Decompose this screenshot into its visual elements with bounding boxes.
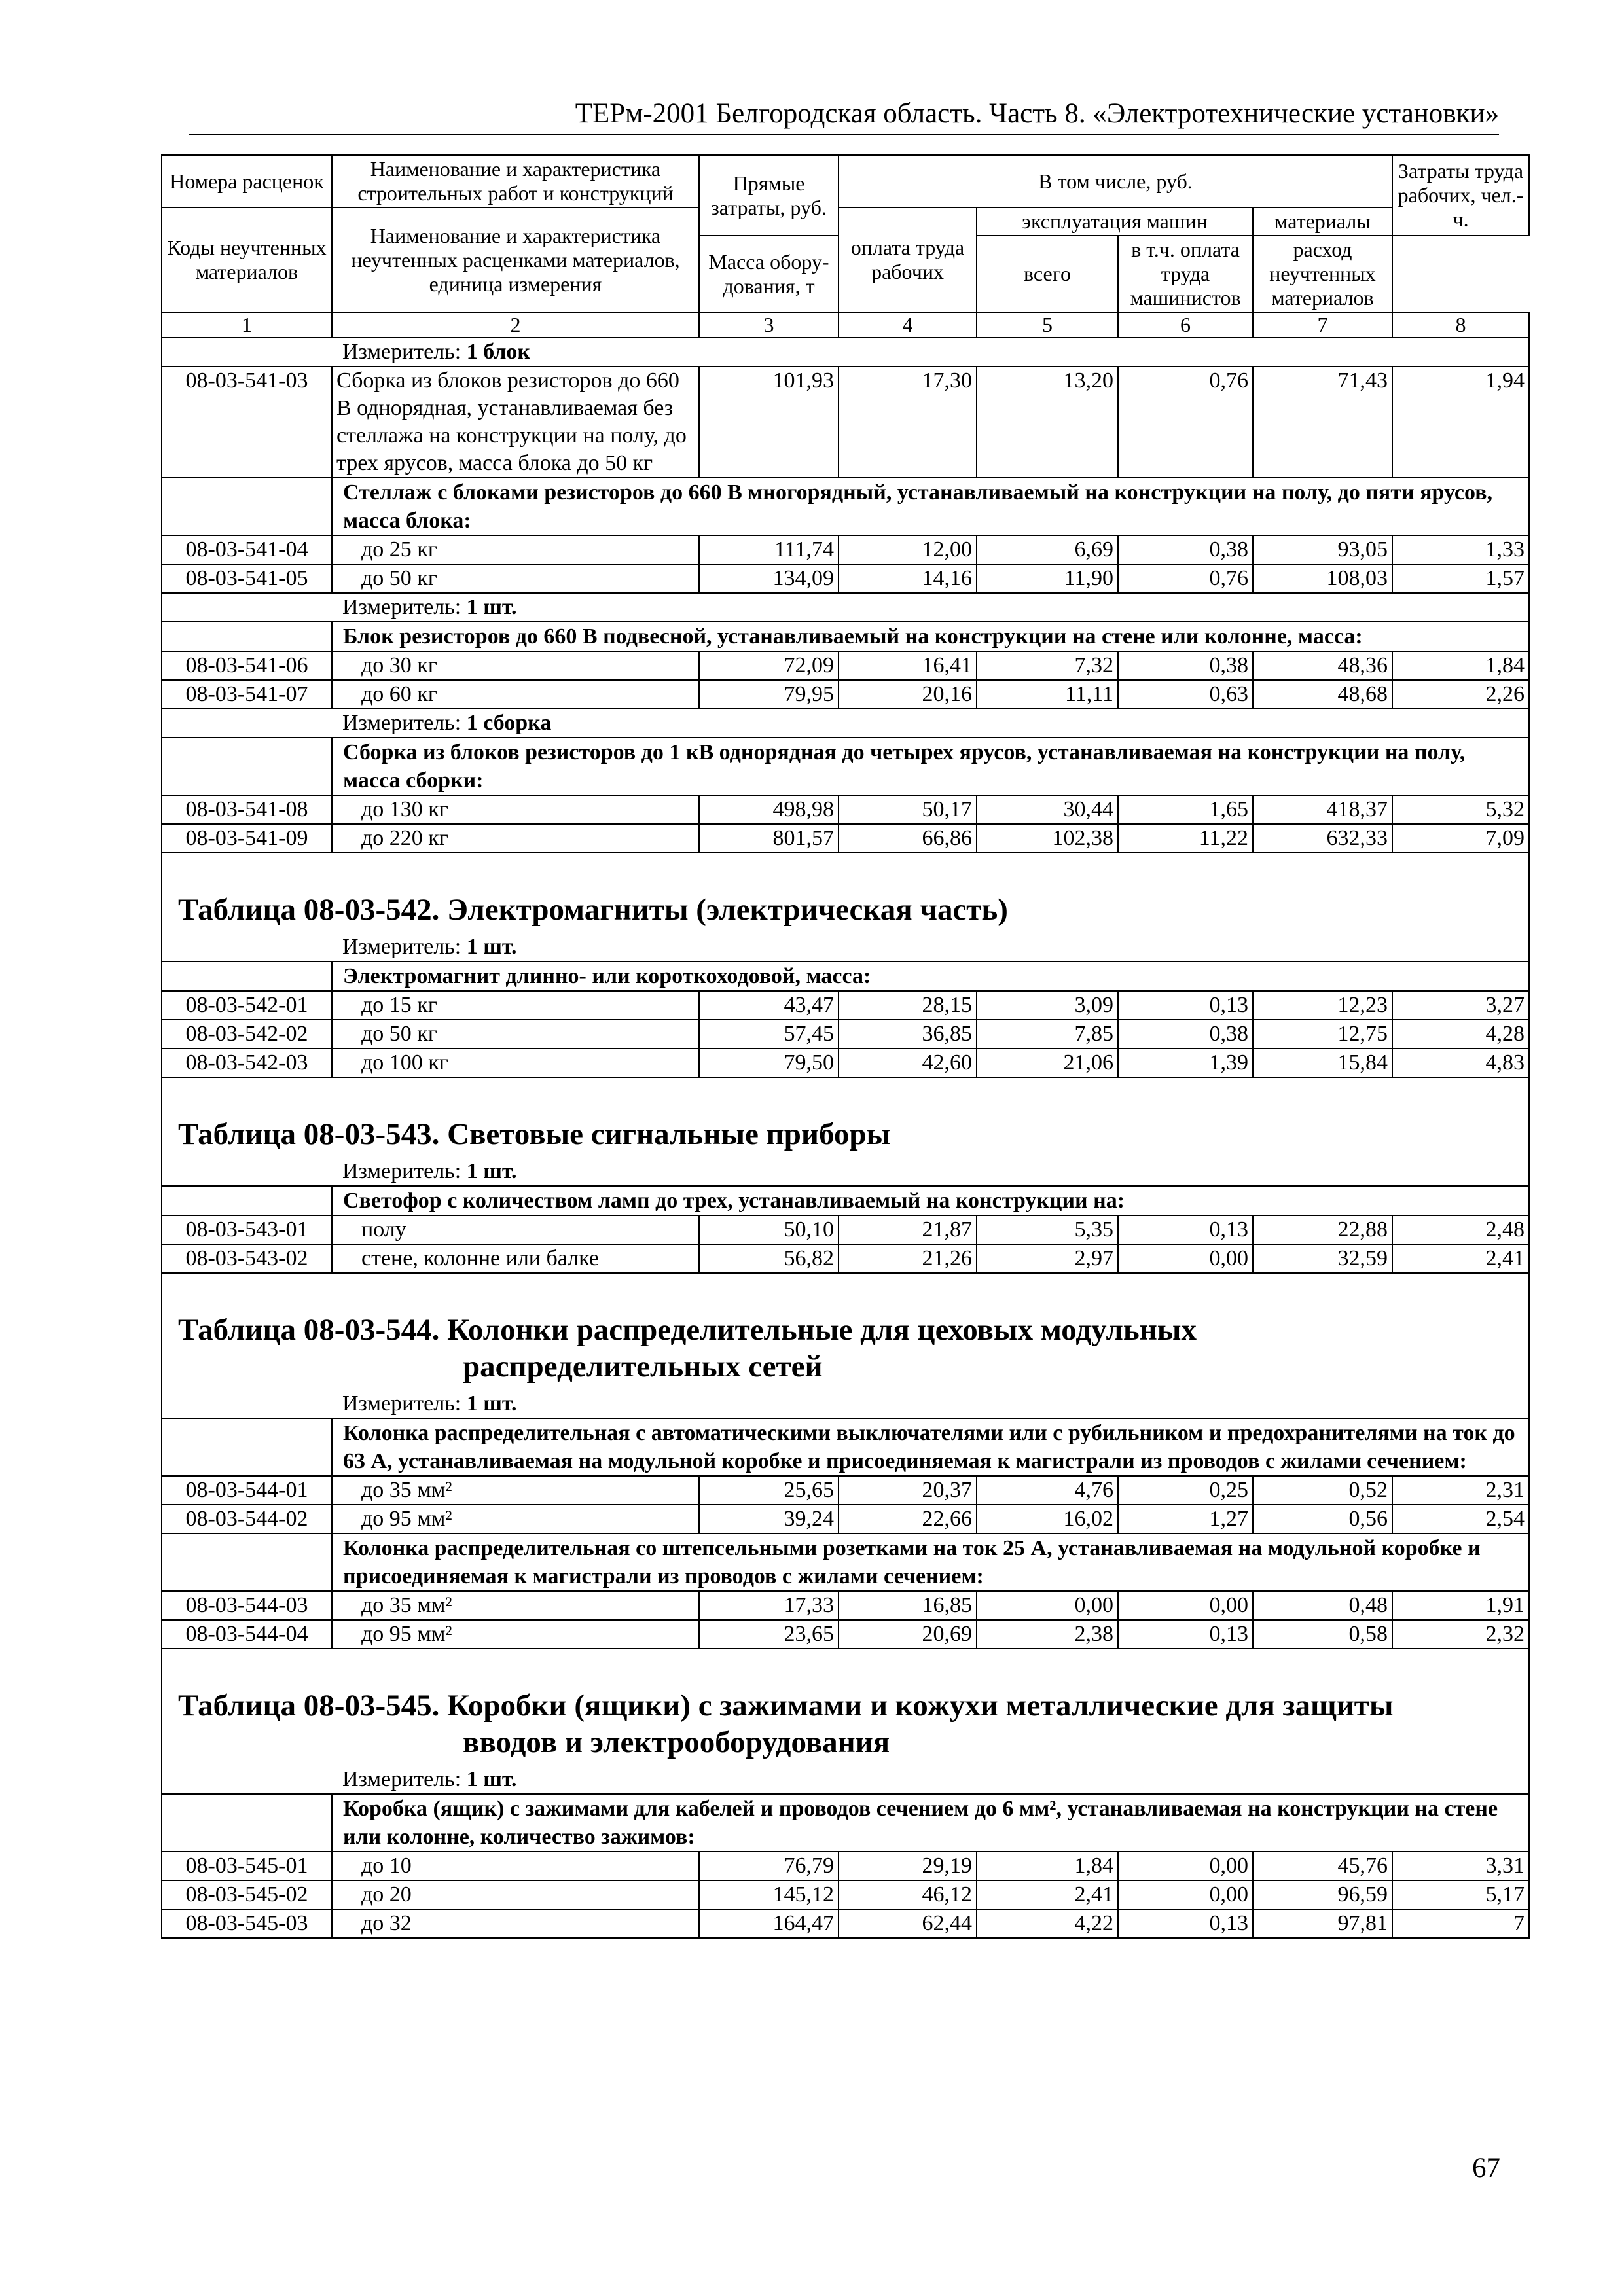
empty-cell	[162, 338, 332, 367]
header-incl: В том числе, руб.	[839, 155, 1392, 207]
empty-cell	[162, 933, 332, 961]
table-row	[162, 1852, 1529, 1880]
materials-cost: 32,59	[1253, 1244, 1392, 1273]
labor-hours: 1,84	[1392, 651, 1529, 680]
machinist-pay: 0,63	[1118, 680, 1253, 709]
group-row	[162, 478, 1529, 535]
labor-pay: 29,19	[839, 1852, 977, 1880]
empty-cell	[162, 1186, 332, 1215]
machinist-pay: 0,38	[1118, 1020, 1253, 1049]
labor-hours: 1,57	[1392, 564, 1529, 593]
measure-row	[162, 593, 1529, 622]
empty-cell	[162, 738, 332, 795]
labor-hours: 2,32	[1392, 1620, 1529, 1649]
direct-cost: 164,47	[699, 1909, 839, 1938]
work-name: Сборка из блоков резисторов до 660 В однорядная, устанавливаемая без стеллажа на конструкции на полу, до трех ярусов, масса блока до 50 кг	[332, 367, 699, 478]
table-row	[162, 1049, 1529, 1077]
measure-value: 1 сборка	[466, 711, 552, 735]
labor-pay: 42,60	[839, 1049, 977, 1077]
measure-unit	[332, 1158, 1529, 1186]
measure-unit	[332, 1766, 1529, 1794]
measure-value: 1 шт.	[466, 1391, 517, 1416]
text-part: распределительных сетей	[463, 1350, 823, 1384]
machines-total: 2,38	[977, 1620, 1118, 1649]
work-name: до 20	[332, 1880, 699, 1909]
table-row	[162, 367, 1529, 478]
group-heading: Колонка распределительная с автоматическими выключателями или с рубильником и предохранителями на ток до 63 А, устанавливаемая на модульной коробке и присоединяемая к магистрали из проводов с жилами сечением:	[332, 1418, 1529, 1476]
empty-cell	[162, 1534, 332, 1591]
machinist-pay: 0,00	[1118, 1591, 1253, 1620]
measure-value: 1 шт.	[466, 935, 517, 959]
table-title-row	[162, 1649, 1529, 1766]
rate-code: 08-03-542-01	[162, 991, 332, 1020]
header-row	[162, 155, 1529, 207]
work-name: до 10	[332, 1852, 699, 1880]
rate-code: 08-03-541-07	[162, 680, 332, 709]
direct-cost: 72,09	[699, 651, 839, 680]
empty-cell	[162, 1766, 332, 1794]
labor-hours: 5,17	[1392, 1880, 1529, 1909]
work-name: до 60 кг	[332, 680, 699, 709]
group-row	[162, 1794, 1529, 1852]
machinist-pay: 0,13	[1118, 1909, 1253, 1938]
work-name: до 35 мм²	[332, 1476, 699, 1505]
machines-total: 1,84	[977, 1852, 1118, 1880]
direct-cost: 56,82	[699, 1244, 839, 1273]
group-heading: Колонка распределительная со штепсельными розетками на ток 25 А, устанавливаемая на модульной коробке и присоединяемая к магистрали из проводов с жилами сечением:	[332, 1534, 1529, 1591]
work-name: до 220 кг	[332, 824, 699, 853]
table-row	[162, 680, 1529, 709]
machinist-pay: 0,38	[1118, 651, 1253, 680]
group-row	[162, 1534, 1529, 1591]
machines-total: 11,11	[977, 680, 1118, 709]
table-row	[162, 535, 1529, 564]
machines-total: 13,20	[977, 367, 1118, 478]
materials-cost: 108,03	[1253, 564, 1392, 593]
materials-cost: 0,56	[1253, 1505, 1392, 1534]
labor-pay: 36,85	[839, 1020, 977, 1049]
machinist-pay: 11,22	[1118, 824, 1253, 853]
labor-pay: 28,15	[839, 991, 977, 1020]
direct-cost: 57,45	[699, 1020, 839, 1049]
group-row	[162, 1418, 1529, 1476]
labor-hours: 5,32	[1392, 795, 1529, 824]
group-heading: Светофор с количеством ламп до трех, устанавливаемый на конструкции на:	[332, 1186, 1529, 1215]
header-equip-mass: Масса обору-дования, т	[699, 236, 839, 312]
empty-cell	[162, 961, 332, 991]
table-row	[162, 564, 1529, 593]
measure-unit	[332, 1390, 1529, 1418]
materials-cost: 12,75	[1253, 1020, 1392, 1049]
table-row	[162, 1476, 1529, 1505]
materials-cost: 71,43	[1253, 367, 1392, 478]
direct-cost: 111,74	[699, 535, 839, 564]
direct-cost: 23,65	[699, 1620, 839, 1649]
materials-cost: 0,52	[1253, 1476, 1392, 1505]
table-row	[162, 1215, 1529, 1244]
labor-hours: 2,31	[1392, 1476, 1529, 1505]
machines-total: 21,06	[977, 1049, 1118, 1077]
column-number: 5	[977, 312, 1118, 338]
text-part: вводов и электрооборудования	[463, 1725, 890, 1759]
work-name: до 50 кг	[332, 564, 699, 593]
text-part: Измеритель:	[342, 1159, 467, 1183]
direct-cost: 79,50	[699, 1049, 839, 1077]
work-name: стене, колонне или балке	[332, 1244, 699, 1273]
labor-hours: 4,83	[1392, 1049, 1529, 1077]
labor-hours: 4,28	[1392, 1020, 1529, 1049]
group-heading: Электромагнит длинно- или короткоходовой, масса:	[332, 961, 1529, 991]
machinist-pay: 0,76	[1118, 564, 1253, 593]
column-number: 8	[1392, 312, 1529, 338]
empty-cell	[162, 622, 332, 651]
group-row	[162, 961, 1529, 991]
group-heading: Сборка из блоков резисторов до 1 кВ однорядная до четырех ярусов, устанавливаемая на конструкции на полу, масса сборки:	[332, 738, 1529, 795]
materials-cost: 0,58	[1253, 1620, 1392, 1649]
empty-cell	[162, 1158, 332, 1186]
direct-cost: 76,79	[699, 1852, 839, 1880]
table-title-row	[162, 853, 1529, 933]
group-row	[162, 622, 1529, 651]
materials-cost: 48,68	[1253, 680, 1392, 709]
column-number: 3	[699, 312, 839, 338]
machinist-pay: 0,13	[1118, 1620, 1253, 1649]
materials-cost: 45,76	[1253, 1852, 1392, 1880]
header-direct: Прямые затраты, руб.	[699, 155, 839, 236]
empty-cell	[162, 593, 332, 622]
measure-value: 1 шт.	[466, 595, 517, 619]
table-title-row	[162, 1273, 1529, 1390]
materials-cost: 12,23	[1253, 991, 1392, 1020]
machinist-pay: 0,00	[1118, 1852, 1253, 1880]
direct-cost: 39,24	[699, 1505, 839, 1534]
labor-pay: 14,16	[839, 564, 977, 593]
machines-total: 102,38	[977, 824, 1118, 853]
machines-total: 7,85	[977, 1020, 1118, 1049]
materials-cost: 0,48	[1253, 1591, 1392, 1620]
header-machines-incl: в т.ч. оплата труда машинистов	[1118, 236, 1253, 312]
empty-cell	[162, 478, 332, 535]
direct-cost: 498,98	[699, 795, 839, 824]
machines-total: 5,35	[977, 1215, 1118, 1244]
direct-cost: 801,57	[699, 824, 839, 853]
rate-code: 08-03-543-02	[162, 1244, 332, 1273]
materials-cost: 93,05	[1253, 535, 1392, 564]
table-row	[162, 1020, 1529, 1049]
machines-total: 6,69	[977, 535, 1118, 564]
table-row	[162, 1620, 1529, 1649]
machinist-pay: 1,39	[1118, 1049, 1253, 1077]
labor-hours: 1,94	[1392, 367, 1529, 478]
rate-code: 08-03-544-02	[162, 1505, 332, 1534]
labor-pay: 50,17	[839, 795, 977, 824]
work-name: полу	[332, 1215, 699, 1244]
labor-pay: 17,30	[839, 367, 977, 478]
labor-hours: 1,33	[1392, 535, 1529, 564]
machinist-pay: 0,25	[1118, 1476, 1253, 1505]
labor-hours: 3,31	[1392, 1852, 1529, 1880]
measure-value: 1 шт.	[466, 1159, 517, 1183]
work-name: до 95 мм²	[332, 1505, 699, 1534]
work-name: до 35 мм²	[332, 1591, 699, 1620]
machines-total: 4,76	[977, 1476, 1118, 1505]
header-name-bottom: Наименование и характеристика неучтенных расценками материалов, единица измерения	[332, 207, 699, 312]
labor-hours: 3,27	[1392, 991, 1529, 1020]
labor-pay: 20,37	[839, 1476, 977, 1505]
measure-unit	[332, 933, 1529, 961]
header-materials: материалы	[1253, 207, 1392, 236]
group-heading: Коробка (ящик) с зажимами для кабелей и проводов сечением до 6 мм², устанавливаемая на конструкции на стене или колонне, количество зажимов:	[332, 1794, 1529, 1852]
labor-pay: 16,85	[839, 1591, 977, 1620]
table-row	[162, 1591, 1529, 1620]
labor-pay: 12,00	[839, 535, 977, 564]
rate-code: 08-03-545-01	[162, 1852, 332, 1880]
table-title	[162, 1273, 1529, 1390]
materials-cost: 22,88	[1253, 1215, 1392, 1244]
rate-code: 08-03-541-05	[162, 564, 332, 593]
work-name: до 30 кг	[332, 651, 699, 680]
labor-hours: 2,48	[1392, 1215, 1529, 1244]
group-row	[162, 1186, 1529, 1215]
machines-total: 4,22	[977, 1909, 1118, 1938]
measure-row	[162, 1158, 1529, 1186]
direct-cost: 50,10	[699, 1215, 839, 1244]
table-title	[162, 1649, 1529, 1766]
empty-cell	[162, 1390, 332, 1418]
column-number: 4	[839, 312, 977, 338]
group-row	[162, 738, 1529, 795]
machinist-pay: 1,27	[1118, 1505, 1253, 1534]
table-row	[162, 795, 1529, 824]
rate-code: 08-03-541-08	[162, 795, 332, 824]
rate-code: 08-03-541-03	[162, 367, 332, 478]
table-title: Таблица 08-03-543. Световые сигнальные приборы	[162, 1077, 1529, 1158]
rate-code: 08-03-542-03	[162, 1049, 332, 1077]
header-machines-total: всего	[977, 236, 1118, 312]
rate-code: 08-03-545-03	[162, 1909, 332, 1938]
direct-cost: 145,12	[699, 1880, 839, 1909]
labor-pay: 66,86	[839, 824, 977, 853]
work-name: до 130 кг	[332, 795, 699, 824]
table-row	[162, 1505, 1529, 1534]
header-name-top: Наименование и характеристика строительных работ и конструкций	[332, 155, 699, 207]
machines-total: 16,02	[977, 1505, 1118, 1534]
empty-cell	[162, 1418, 332, 1476]
text-part: Измеритель:	[342, 1767, 467, 1791]
labor-hours: 2,54	[1392, 1505, 1529, 1534]
rate-code: 08-03-541-06	[162, 651, 332, 680]
machinist-pay: 0,00	[1118, 1880, 1253, 1909]
table-row	[162, 651, 1529, 680]
text-part: Измеритель:	[342, 711, 467, 735]
machines-total: 0,00	[977, 1591, 1118, 1620]
labor-hours: 2,41	[1392, 1244, 1529, 1273]
header-machines: эксплуатация машин	[977, 207, 1253, 236]
labor-hours: 1,91	[1392, 1591, 1529, 1620]
header-code-bottom: Коды неучтенных материалов	[162, 207, 332, 312]
work-name: до 95 мм²	[332, 1620, 699, 1649]
materials-cost: 15,84	[1253, 1049, 1392, 1077]
machinist-pay: 0,00	[1118, 1244, 1253, 1273]
group-heading: Блок резисторов до 660 В подвесной, устанавливаемый на конструкции на стене или колонне, масса:	[332, 622, 1529, 651]
header-labor-pay: оплата труда рабочих	[839, 207, 977, 312]
labor-pay: 21,26	[839, 1244, 977, 1273]
empty-cell	[162, 1794, 332, 1852]
direct-cost: 43,47	[699, 991, 839, 1020]
rate-code: 08-03-545-02	[162, 1880, 332, 1909]
rate-code: 08-03-542-02	[162, 1020, 332, 1049]
machines-total: 3,09	[977, 991, 1118, 1020]
labor-pay: 22,66	[839, 1505, 977, 1534]
running-title: ТЕРм-2001 Белгородская область. Часть 8. «Электротехнические установки»	[189, 97, 1499, 135]
table-row	[162, 1880, 1529, 1909]
text-part: Измеритель:	[342, 340, 467, 364]
column-numbers-row	[162, 312, 1529, 338]
table-title: Таблица 08-03-542. Электромагниты (электрическая часть)	[162, 853, 1529, 933]
labor-pay: 62,44	[839, 1909, 977, 1938]
machines-total: 2,97	[977, 1244, 1118, 1273]
text-part: Измеритель:	[342, 595, 467, 619]
labor-pay: 21,87	[839, 1215, 977, 1244]
labor-pay: 20,16	[839, 680, 977, 709]
header-code-top: Номера расценок	[162, 155, 332, 207]
work-name: до 100 кг	[332, 1049, 699, 1077]
text-part: Таблица 08-03-544. Колонки распределительные для цеховых модульных	[178, 1313, 1197, 1347]
direct-cost: 101,93	[699, 367, 839, 478]
table-row	[162, 1909, 1529, 1938]
column-number: 1	[162, 312, 332, 338]
measure-unit	[332, 709, 1529, 738]
table-title-row	[162, 1077, 1529, 1158]
labor-hours: 7	[1392, 1909, 1529, 1938]
measure-row	[162, 1390, 1529, 1418]
rate-code: 08-03-544-03	[162, 1591, 332, 1620]
labor-pay: 46,12	[839, 1880, 977, 1909]
direct-cost: 79,95	[699, 680, 839, 709]
rate-code: 08-03-544-01	[162, 1476, 332, 1505]
work-name: до 25 кг	[332, 535, 699, 564]
column-number: 6	[1118, 312, 1253, 338]
text-part: Измеритель:	[342, 935, 467, 959]
header-row	[162, 207, 1529, 236]
header-labor-cost: Затраты труда рабочих, чел.-ч.	[1392, 155, 1529, 236]
labor-hours: 2,26	[1392, 680, 1529, 709]
machines-total: 2,41	[977, 1880, 1118, 1909]
materials-cost: 632,33	[1253, 824, 1392, 853]
measure-value: 1 блок	[466, 340, 531, 364]
machinist-pay: 1,65	[1118, 795, 1253, 824]
measure-value: 1 шт.	[466, 1767, 517, 1791]
machines-total: 30,44	[977, 795, 1118, 824]
page-number: 67	[1472, 2153, 1500, 2183]
materials-cost: 97,81	[1253, 1909, 1392, 1938]
rate-code: 08-03-544-04	[162, 1620, 332, 1649]
machinist-pay: 0,13	[1118, 991, 1253, 1020]
text-part: Таблица 08-03-545. Коробки (ящики) с зажимами и кожухи металлические для защиты	[178, 1689, 1394, 1723]
work-name: до 50 кг	[332, 1020, 699, 1049]
table-row	[162, 824, 1529, 853]
machinist-pay: 0,38	[1118, 535, 1253, 564]
table-row	[162, 1244, 1529, 1273]
column-number: 2	[332, 312, 699, 338]
materials-cost: 418,37	[1253, 795, 1392, 824]
rate-code: 08-03-541-04	[162, 535, 332, 564]
measure-row	[162, 709, 1529, 738]
header-materials-sub: расход неучтенных материалов	[1253, 236, 1392, 312]
measure-row	[162, 338, 1529, 367]
table-row	[162, 991, 1529, 1020]
direct-cost: 17,33	[699, 1591, 839, 1620]
measure-row	[162, 933, 1529, 961]
labor-pay: 20,69	[839, 1620, 977, 1649]
machines-total: 11,90	[977, 564, 1118, 593]
machines-total: 7,32	[977, 651, 1118, 680]
labor-hours: 7,09	[1392, 824, 1529, 853]
direct-cost: 134,09	[699, 564, 839, 593]
work-name: до 15 кг	[332, 991, 699, 1020]
materials-cost: 48,36	[1253, 651, 1392, 680]
work-name: до 32	[332, 1909, 699, 1938]
group-heading: Стеллаж с блоками резисторов до 660 В многорядный, устанавливаемый на конструкции на полу, до пяти ярусов, масса блока:	[332, 478, 1529, 535]
empty-cell	[162, 709, 332, 738]
text-part: Измеритель:	[342, 1391, 467, 1416]
labor-pay: 16,41	[839, 651, 977, 680]
column-number: 7	[1253, 312, 1392, 338]
rate-code: 08-03-543-01	[162, 1215, 332, 1244]
measure-row	[162, 1766, 1529, 1794]
machinist-pay: 0,76	[1118, 367, 1253, 478]
materials-cost: 96,59	[1253, 1880, 1392, 1909]
measure-unit	[332, 593, 1529, 622]
measure-unit	[332, 338, 1529, 367]
machinist-pay: 0,13	[1118, 1215, 1253, 1244]
direct-cost: 25,65	[699, 1476, 839, 1505]
rate-code: 08-03-541-09	[162, 824, 332, 853]
rates-table	[161, 154, 1530, 1939]
